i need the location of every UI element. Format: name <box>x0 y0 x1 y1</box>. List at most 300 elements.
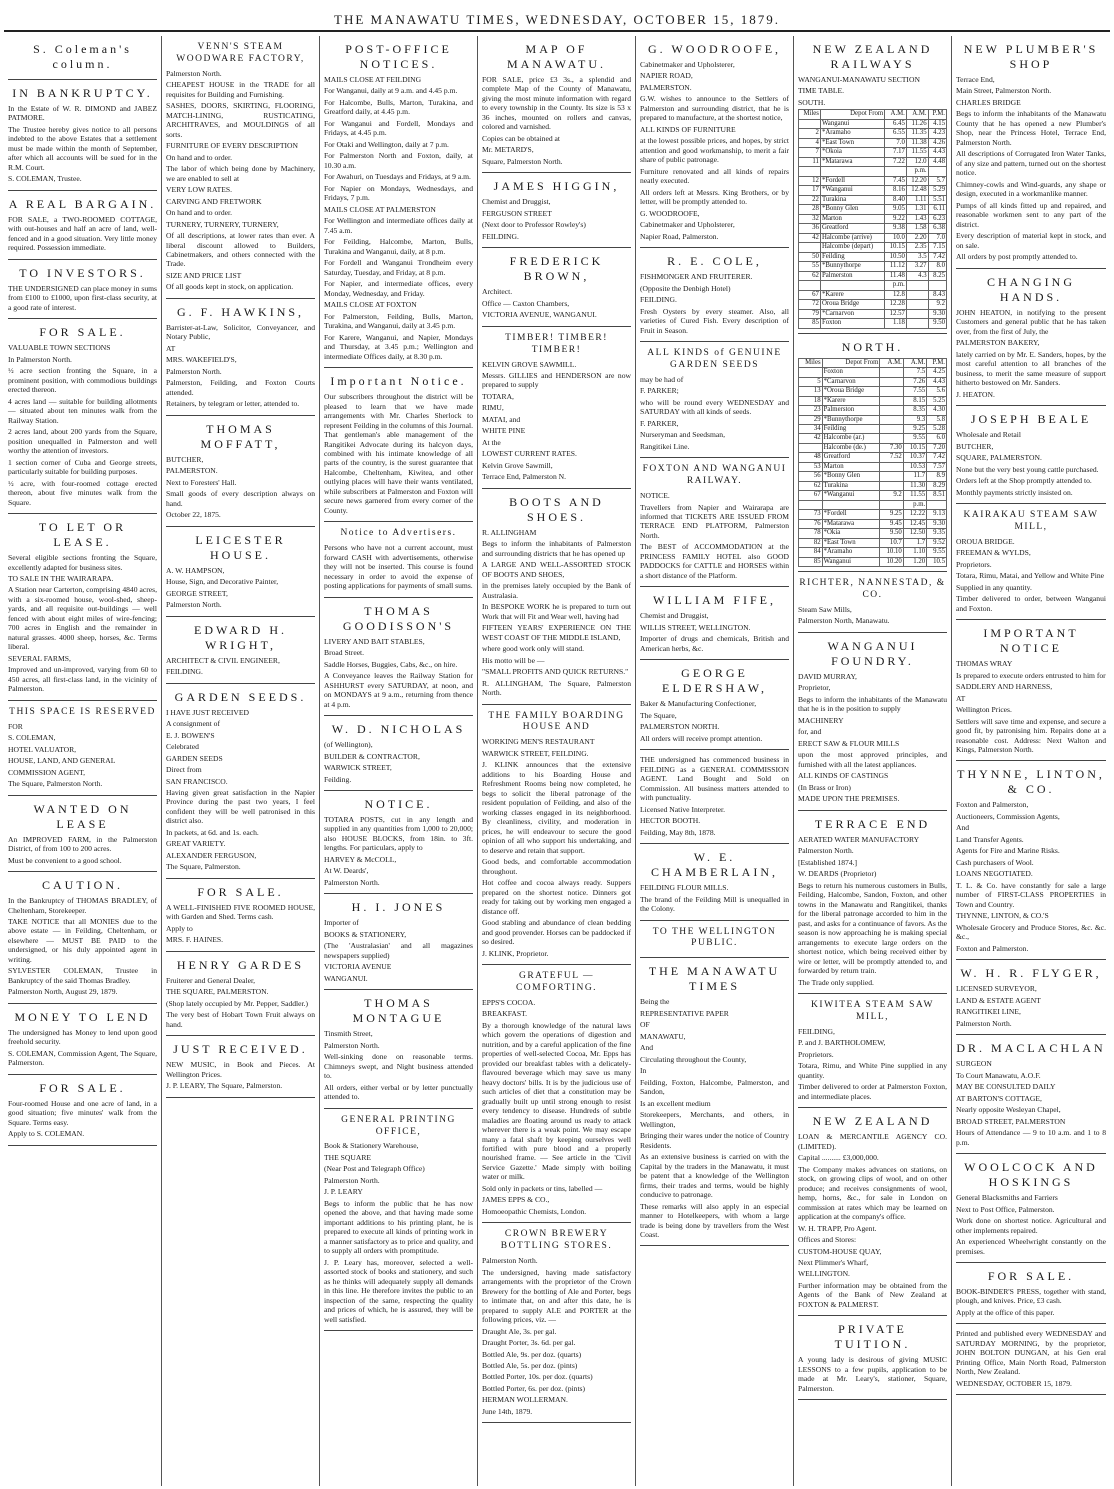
advertisement <box>640 36 789 248</box>
ad-line: VALUABLE TOWN SECTIONS <box>8 343 111 353</box>
timetable-row <box>799 396 947 405</box>
timetable-cell: 6.38 <box>928 224 946 233</box>
ad-line: MATAI, and <box>482 414 521 424</box>
ad-heading: GRATEFUL — COMFORTING. <box>515 970 598 993</box>
ad-line: Good stabling and abundance of clean bedding and good provender. Horses can be paddocked if so desired. <box>482 918 631 947</box>
ad-line: CUSTOM-HOUSE QUAY, <box>798 1246 882 1256</box>
timetable-cell <box>820 281 884 290</box>
advertisement <box>324 598 473 716</box>
ad-line: Four-roomed House and one acre of land, in a good situation; five minutes' walk from the Square. Terms easy. <box>8 1098 157 1127</box>
ad-line: J. P. LEARY, The Square, Palmerston. <box>166 1081 283 1091</box>
column-7 <box>952 36 1110 1486</box>
columns <box>4 36 1110 1486</box>
ad-line: For Fordell and Wanganui Trondheim every Saturday, Tuesday, and Friday, at 8 p.m. <box>324 258 473 277</box>
ad-line: GREAT VARIETY. <box>166 839 226 849</box>
timetable-row <box>799 243 947 252</box>
timetable-cell: Greatford <box>820 224 884 233</box>
ad-line: JOHN HEATON, in notifying to the present Customers and general public that he has taken over, from the first of July, the <box>956 307 1106 336</box>
ad-line: (of Wellington), <box>324 740 373 750</box>
timetable-cell: 67 <box>799 290 821 299</box>
ad-line: BOOKS & STATIONERY, <box>324 929 407 939</box>
timetable-cell: 7.45 <box>885 176 907 185</box>
ad-line: Begs to inform the inhabitants of Palmerston and surrounding districts that he has opened up <box>482 539 631 558</box>
ad-line: A Conveyance leaves the Railway Station for ASHHURST every SATURDAY, at noon, and on MONDAYS at 9 a.m., returning from thence at 4 p.m. <box>324 671 473 709</box>
ad-line: HECTOR BOOTH. <box>640 816 701 826</box>
timetable-cell: 10.53 <box>903 462 926 471</box>
timetable-cell: 9.3 <box>903 415 926 424</box>
timetable-cell: 11.26 <box>906 119 928 128</box>
ad-line: GEORGE STREET, <box>166 588 228 598</box>
ad-heading: FREDERICK BROWN, <box>509 254 604 284</box>
timetable-cell: 10.15 <box>903 443 926 452</box>
timetable-cell <box>880 406 903 415</box>
ad-line: W. H. TRAPP, Pro Agent. <box>798 1223 877 1233</box>
advertisement <box>640 342 789 458</box>
timetable-cell: *Karere <box>820 290 884 299</box>
timetable-cell: 11.35 <box>906 129 928 138</box>
timetable-cell: 32 <box>799 214 821 223</box>
ad-line: Work done on shortest notice. Agricultural and other implements repaired. <box>956 1216 1106 1235</box>
timetable-cell: 9.2 <box>880 491 903 500</box>
ad-heading: CHANGING HANDS. <box>987 274 1075 304</box>
timetable-cell: 9.45 <box>880 519 903 528</box>
ad-line: G. WOODROOFE, <box>640 208 700 218</box>
timetable-cell: 6.45 <box>885 119 907 128</box>
ad-line: Wellington Prices. <box>956 705 1012 715</box>
timetable-cell: 85 <box>799 557 823 566</box>
timetable-cell: 8.25 <box>928 271 946 280</box>
timetable-cell: 2.35 <box>906 243 928 252</box>
timetable-cell: 9.13 <box>927 510 947 519</box>
ad-line: Being the <box>640 997 670 1007</box>
ad-line: MRS. F. HAINES. <box>166 935 223 945</box>
ad-heading: DR. MACLACHLAN <box>956 1041 1106 1056</box>
timetable-cell: 9.52 <box>927 538 947 547</box>
timetable-cell: p.m. <box>903 500 926 509</box>
ad-heading: R. E. COLE, <box>667 254 762 269</box>
ad-line: Palmerston, Feilding, and Foxton Courts attended. <box>166 378 315 397</box>
ad-line: The undersigned has Money to lend upon good freehold security. <box>8 1027 157 1047</box>
ad-line: A WELL-FINISHED FIVE ROOMED HOUSE, with Garden and Shed. Terms cash. <box>166 902 315 922</box>
ad-line: Settlers will save time and expense, and secure a good fit, by patronising him. Repairs done at a reasonable cost. Address: Next Walton and Kings, Palmerston North. <box>956 716 1106 754</box>
timetable-cell: Marton <box>822 462 880 471</box>
timetable-row <box>799 443 947 452</box>
ad-heading: W. D. NICHOLAS <box>331 722 466 737</box>
advertisement <box>8 514 157 701</box>
timetable-cell: 11.55 <box>903 491 926 500</box>
timetable-row <box>799 491 947 500</box>
timetable-cell: 72 <box>799 300 821 309</box>
timetable-cell: *Wanganui <box>822 491 880 500</box>
ad-line: At the <box>482 437 501 447</box>
ad-line: MRS. WAKEFIELD'S, <box>166 355 237 365</box>
ad-line: None but the very best young cattle purchased. <box>956 464 1099 474</box>
ad-line: KELVIN GROVE SAWMILL. <box>482 359 577 369</box>
ad-line: In the Bankruptcy of THOMAS BRADLEY, of Cheltenham, Storekeeper. <box>8 896 157 915</box>
timetable-cell: 7.15 <box>928 243 946 252</box>
ad-line: Proprietors. <box>798 1049 834 1059</box>
timetable-cell <box>799 368 823 377</box>
timetable-row <box>799 453 947 462</box>
ad-heading: THOMAS MOFFATT, <box>200 421 281 451</box>
ad-line: Further information may be obtained from the Agents of the Bank of New Zealand at FOXTON & PALMERST. <box>798 1280 947 1309</box>
ad-line: Draught Porter, 3s. 6d. per gal. <box>482 1338 576 1348</box>
timetable-cell: 22 <box>799 195 821 204</box>
advertisement <box>640 458 789 587</box>
timetable-row <box>799 300 947 309</box>
timetable-cell: 7.42 <box>927 453 947 462</box>
timetable-cell: 11 <box>799 157 821 166</box>
timetable-cell: 9.30 <box>928 309 946 318</box>
advertisement <box>798 633 947 811</box>
ad-heading: IMPORTANT NOTICE <box>983 626 1079 656</box>
timetable-cell: 9.25 <box>903 424 926 433</box>
timetable-cell: 10.37 <box>903 453 926 462</box>
timetable-cell: 5.28 <box>927 424 947 433</box>
advertisement <box>482 705 631 965</box>
masthead-title: THE MANAWATU TIMES, WEDNESDAY, OCTOBER 15, 1879. <box>334 12 780 27</box>
timetable-cell <box>799 167 821 176</box>
ad-line: in the premises lately occupied by the Bank of Australasia. <box>482 581 631 600</box>
ad-line: For Wanganui and Fordell, Mondays and Fridays, at 4.45 p.m. <box>324 118 473 138</box>
ad-line: For Feilding, Halcombe, Marton, Bulls, Turakina and Wanganui, daily, at 8 p.m. <box>324 237 473 256</box>
ad-line: Copies can be obtained at <box>482 133 561 143</box>
advertisement <box>798 811 947 994</box>
ad-line: Totara, Rimu, and White Pine supplied in any quantity. <box>798 1061 947 1080</box>
timetable-cell <box>880 377 903 386</box>
ad-heading: EDWARD H. WRIGHT, <box>194 622 287 652</box>
ad-line: Barrister-at-Law, Solicitor, Conveyancer, and Notary Public, <box>166 322 315 342</box>
ad-line: For Halcombe, Bulls, Marton, Turakina, and Greatford daily, at 4.45 p.m. <box>324 97 473 117</box>
timetable-cell: Halcombe (de.) <box>822 443 880 452</box>
timetable-cell: *Fordell <box>822 510 880 519</box>
timetable-cell: *Bunnythorpe <box>820 262 884 271</box>
timetable-row <box>799 500 947 509</box>
timetable-cell <box>880 415 903 424</box>
advertisement <box>640 844 789 920</box>
advertisement <box>8 701 157 796</box>
timetable-row <box>799 557 947 566</box>
ad-line: Must be convenient to a good school. <box>8 855 122 865</box>
ad-heading: TIMBER! TIMBER! TIMBER! <box>505 332 608 355</box>
advertisement <box>166 416 315 527</box>
column-2 <box>162 36 320 1486</box>
ad-line: FURNITURE OF EVERY DESCRIPTION <box>166 141 298 151</box>
timetable-cell <box>799 243 821 252</box>
ad-line: RIMU, <box>482 403 504 413</box>
timetable-cell: 36 <box>799 224 821 233</box>
ad-heading: CAUTION. <box>42 878 123 893</box>
timetable-cell: 2.20 <box>906 233 928 242</box>
ad-line: SIZE AND PRICE LIST <box>166 270 242 280</box>
timetable-cell: 8.15 <box>903 396 926 405</box>
advertisement <box>166 684 315 879</box>
ad-line: Hours of Attendance — 9 to 10 a.m. and 1 to 8 p.m. <box>956 1128 1106 1147</box>
ad-line: TIME TABLE. <box>798 86 845 96</box>
timetable-cell: 8.29 <box>927 481 947 490</box>
ad-line: FOR SALE, a TWO-ROOMED COTTAGE, with out-houses and half an acre of land, well-fenced and in a good situation. Very little money required. Possession immediate. <box>8 214 157 253</box>
timetable-cell <box>906 309 928 318</box>
timetable-row <box>799 176 947 185</box>
timetable-cell: 11.30 <box>903 481 926 490</box>
advertisement <box>956 1035 1106 1154</box>
timetable-cell: *Matarawa <box>820 157 884 166</box>
timetable-cell <box>906 319 928 328</box>
timetable-cell: *Fordell <box>820 176 884 185</box>
ad-line: may be had of <box>640 374 684 384</box>
ad-line: At W. Deards', <box>324 866 369 876</box>
ad-line: EPPS'S COCOA. <box>482 997 536 1007</box>
timetable-cell <box>880 424 903 433</box>
ad-line: F. PARKER; <box>640 386 679 396</box>
ad-line: In Palmerston North. <box>8 354 72 364</box>
timetable-cell: 5 <box>799 377 823 386</box>
ad-line: Every description of material kept in stock, and on sale. <box>956 231 1106 250</box>
ad-heading: WOOLCOCK AND HOSKINGS <box>964 1160 1098 1190</box>
timetable-cell: 8.43 <box>928 290 946 299</box>
ad-line: J. P. LEARY <box>324 1187 363 1197</box>
ad-line: (The 'Australasian' and all magazines newspapers supplied) <box>324 941 473 960</box>
ad-line: SQUARE, PALMERSTON. <box>956 453 1042 463</box>
ad-line: Wholesale Grocery and Produce Stores, &c. &c. &c., <box>956 922 1106 942</box>
ad-line: An experienced Wheelwright constantly on the premises. <box>956 1237 1106 1256</box>
ad-line: WILLIS STREET, WELLINGTON. <box>640 622 751 632</box>
timetable-cell: 6.23 <box>928 214 946 223</box>
advertisement <box>640 921 789 959</box>
advertisement <box>166 617 315 684</box>
timetable-cell: 84 <box>799 548 823 557</box>
timetable-header: Depot From <box>820 110 884 119</box>
ad-line: The Trade only supplied. <box>798 977 874 987</box>
timetable-cell: 4.25 <box>927 368 947 377</box>
ad-line: For Wanganui, daily at 9 a.m. and 4.45 p.m. <box>324 86 458 96</box>
timetable-cell: 7.57 <box>927 462 947 471</box>
timetable-cell: Marton <box>820 214 884 223</box>
ad-line: In <box>640 1066 647 1076</box>
ad-heading: HENRY GARDES <box>176 957 305 972</box>
timetable-cell: 42 <box>799 233 821 242</box>
ad-line: The Company makes advances on stations, on stock, on growing clips of wool, and on other produce; and receives consignments of wool, hemp, horns, &c., for sale in London on commission at rates which may be learned on application at the company's office. <box>798 1164 947 1222</box>
timetable-cell: 9.25 <box>880 510 903 519</box>
timetable-cell: 4.26 <box>928 138 946 147</box>
timetable-cell <box>880 462 903 471</box>
timetable-cell: 12.28 <box>885 300 907 309</box>
timetable-cell: 8.0 <box>928 262 946 271</box>
timetable-row <box>799 538 947 547</box>
ad-heading: WILLIAM FIFE, <box>653 593 776 608</box>
ad-line: T. L. & Co. have constantly for sale a large number of FIRST-CLASS PROPERTIES in Town and Country. <box>956 880 1106 909</box>
timetable-cell: 28 <box>799 205 821 214</box>
ad-line: AT <box>166 343 176 353</box>
ad-line: P. and J. BARTHOLOMEW, <box>798 1038 886 1048</box>
ad-line: SURGEON <box>956 1059 992 1069</box>
timetable-cell: 9.55 <box>903 434 926 443</box>
ad-line: Our subscribers throughout the district will be pleased to learn that we have made arrangements with Mr. Charles Sherlock to represent Feilding in the columns of this Journal. That gentleman's able management of the Rangitikei Advocate during its halcyon days, combined with his intimate knowledge of all parts of the country, is the surest guarantee that Halcombe, Cheltenham, Kiwitea, and other outlying places will have their wants ventilated, while subscribers at Palmerston and Foxton will secure news garnered from every corner of the County. <box>324 392 473 515</box>
ad-line: Proprietor, <box>798 683 831 693</box>
advertisement <box>482 327 631 489</box>
timetable-cell: 7.26 <box>903 377 926 386</box>
ad-line: THE UNDERSIGNED can place money in sums from £100 to £1000, upon first-class security, at a good rate of interest. <box>8 283 157 312</box>
ad-line: Saddle Horses, Buggies, Cabs, &c., on hire. <box>324 659 458 669</box>
timetable-cell: *Matarawa <box>822 519 880 528</box>
timetable-cell: 3.5 <box>906 252 928 261</box>
ad-line: TURNERY, TURNERY, TURNERY, <box>166 219 279 229</box>
ad-heading: G. WOODROOFE, <box>647 42 782 56</box>
advertisement <box>8 36 157 80</box>
ad-line: Chemist and Druggist, <box>640 611 709 621</box>
ad-line: Retainers, by telegram or letter, attended to. <box>166 399 300 409</box>
ad-line: Hot coffee and cocoa always ready. Suppers prepared on the shortest notice. Dinners got ready for taking out by working men engaged a distance off. <box>482 878 631 916</box>
ad-heading: FOR SALE. <box>197 884 284 899</box>
timetable-cell: 4.30 <box>927 406 947 415</box>
ad-line: Palmerston North. <box>956 1018 1012 1028</box>
ad-line: NEW MUSIC, in Book and Pieces. At Wellington Prices. <box>166 1060 315 1079</box>
ad-line: FEILDING. <box>482 231 519 241</box>
timetable-cell <box>880 434 903 443</box>
ad-line: Apply to S. COLEMAN. <box>8 1129 85 1139</box>
ad-line: Sold only in packets or tins, labelled — <box>482 1183 603 1193</box>
timetable-cell: 4 <box>799 138 821 147</box>
timetable-cell: Halcombe (arrive) <box>820 233 884 242</box>
advertisement <box>640 660 789 750</box>
ad-line: Monthly payments strictly insisted on. <box>956 487 1073 497</box>
timetable-cell: 12.22 <box>903 510 926 519</box>
ad-line: Cabinetmaker and Upholsterer, <box>640 220 735 230</box>
ad-heading: LEICESTER HOUSE. <box>195 532 286 562</box>
ad-line: Agents for Fire and Marine Risks. <box>956 846 1060 856</box>
ad-heading: THYNNE, LINTON, & CO. <box>957 767 1105 797</box>
ad-line: SYLVESTER COLEMAN, Trustee in Bankruptcy of the said Thomas Bradley. <box>8 966 157 985</box>
timetable-cell <box>906 290 928 299</box>
ad-line: Is prepared to execute orders entrusted to him for <box>956 670 1106 680</box>
advertisement <box>798 1316 947 1400</box>
ad-line: Bottled Ale, 5s. per doz. (pints) <box>482 1360 578 1370</box>
timetable-row <box>799 195 947 204</box>
ad-line: ½ acre, with four-roomed cottage erected thereon, about five minutes walk from the Square. <box>8 478 157 507</box>
ad-line: OF <box>640 1020 650 1030</box>
ad-line: Mr. METARD'S, <box>482 145 534 155</box>
ad-line: PALMERSTON. <box>166 466 218 476</box>
ad-line: VICTORIA AVENUE <box>324 962 392 972</box>
timetable-cell: 29 <box>799 415 823 424</box>
ad-line: FIFTEEN YEARS' EXPERIENCE ON THE WEST COAST OF THE MIDDLE ISLAND, <box>482 623 631 642</box>
timetable-cell: 10.20 <box>880 557 903 566</box>
timetable-row <box>799 262 947 271</box>
timetable-cell: 10.10 <box>880 548 903 557</box>
timetable-cell: Feilding <box>820 252 884 261</box>
timetable-cell: 11.48 <box>885 271 907 280</box>
timetable-cell: 7.30 <box>880 443 903 452</box>
ad-line: The Square, <box>640 710 677 720</box>
ad-line: lately carried on by Mr. E. Sanders, hopes, by the most careful attention to all branches of the business, to merit the same measure of support hitherto bestowed on Mr. Sanders. <box>956 349 1106 388</box>
timetable-cell: 9.38 <box>885 224 907 233</box>
timetable-row <box>799 205 947 214</box>
ad-line: Main Street, Palmerston North. <box>956 86 1052 96</box>
timetable-cell: *East Town <box>820 138 884 147</box>
ad-line: As an extensive business is carried on with the Capital by the traders in the Manawatu, it must be patent that a knowledge of the Wellington firms, their trades and terms, would be highly conducive to patronage. <box>640 1152 789 1200</box>
timetable-cell: 48 <box>799 453 823 462</box>
ad-line: J. KLINK, Proprietor. <box>482 948 549 958</box>
ad-heading: W. H. R. FLYGER, <box>960 966 1102 981</box>
ad-line: Fruiterer and General Dealer, <box>166 975 256 985</box>
ad-line: Cabinetmaker and Upholsterer, <box>640 60 735 69</box>
advertisement <box>482 173 631 248</box>
timetable-cell: 6.0 <box>927 434 947 443</box>
advertisement <box>324 1109 473 1331</box>
ad-line: Cash purchasers of Wool. <box>956 857 1034 867</box>
timetable-cell: *Bonny Glen <box>820 205 884 214</box>
ad-line: HARVEY & McCOLL, <box>324 854 397 864</box>
advertisement <box>8 319 157 514</box>
ad-line: THE SQUARE <box>324 1152 372 1162</box>
advertisement <box>324 894 473 990</box>
timetable-cell: 7.0 <box>928 233 946 242</box>
ad-heading: JAMES HIGGIN, <box>493 179 620 194</box>
ad-line: Begs to inform the inhabitants of the Manawatu County that he has opened a new Plumber's Shop, near the Princess Hotel, Terrace End, Palmerston North. <box>956 109 1106 147</box>
timetable-cell: 34 <box>799 424 823 433</box>
ad-line: An IMPROVED FARM, in the Palmerston District, of from 100 to 200 acres. <box>8 834 157 854</box>
ad-line: MANAWATU, <box>640 1031 686 1041</box>
ad-line: LOAN & MERCANTILE AGENCY CO. (LIMITED). <box>798 1132 947 1151</box>
ad-line: Importer of drugs and chemicals, British and American herbs, &c. <box>640 634 789 653</box>
column-6 <box>794 36 952 1486</box>
ad-line: All descriptions of Corrugated Iron Water Tanks, of any size and pattern, turned out on the shortest notice. <box>956 149 1106 178</box>
advertisement <box>956 1324 1106 1395</box>
ad-line: Several eligible sections fronting the Square, excellently adapted for business sites. <box>8 553 157 572</box>
advertisement <box>8 260 157 319</box>
timetable-cell: 12.48 <box>906 186 928 195</box>
advertisement <box>482 1223 631 1423</box>
timetable-cell <box>799 119 821 128</box>
timetable-cell: 4.48 <box>928 157 946 166</box>
ad-line: LOANS NEGOTIATED. <box>956 869 1033 879</box>
ad-line: at the lowest possible prices, and hopes, by strict attention and good workmanship, to merit a fair share of public patronage. <box>640 136 789 165</box>
ad-heading: THE MANAWATU TIMES <box>648 964 781 994</box>
ad-line: VICTORIA AVENUE, WANGANUI. <box>482 310 597 320</box>
timetable-row <box>799 271 947 280</box>
ad-line: The very best of Hobart Town Fruit always on hand. <box>166 1010 315 1029</box>
ad-line: Travellers from Napier and Wairarapa are informed that TICKETS ARE ISSUED FROM TERRACE END PLATFORM, Palmerston North. <box>640 502 789 540</box>
ad-line: E. J. BOWEN'S <box>166 730 215 740</box>
advertisement <box>956 761 1106 960</box>
ad-line: Next Plimmer's Wharf, <box>798 1258 869 1267</box>
ad-heading: THOMAS MONTAGUE <box>352 996 445 1026</box>
ad-line: Palmerston North. <box>798 846 854 856</box>
ad-line: Orders left at the Shop promptly attended to. <box>956 476 1092 486</box>
timetable-cell: 5.25 <box>927 396 947 405</box>
timetable-cell: 5.29 <box>928 186 946 195</box>
ad-heading: NEW ZEALAND RAILWAYS <box>812 42 933 71</box>
ad-heading: THIS SPACE IS RESERVED <box>9 706 156 717</box>
ad-line: Palmerston North. <box>324 877 380 887</box>
ad-line: where good work only will stand. <box>482 644 585 654</box>
timetable-row <box>799 157 947 166</box>
ad-line: Supplied in any quantity. <box>956 582 1032 592</box>
advertisement <box>482 36 631 173</box>
ad-line: Draught Ale, 3s. per gal. <box>482 1326 557 1336</box>
timetable-row <box>799 481 947 490</box>
ad-line: ALL KINDS OF CASTINGS <box>798 771 889 781</box>
ad-heading: PRIVATE TUITION. <box>834 1322 911 1352</box>
timetable-cell: 85 <box>799 319 821 328</box>
timetable-cell <box>928 167 946 176</box>
ad-line: For Wellington and intermediate offices daily at 7.45 a.m. <box>324 216 473 235</box>
timetable-cell: 6.55 <box>885 129 907 138</box>
ad-line: FREEMAN & WYLDS, <box>956 548 1031 558</box>
timetable-cell: Palmerston <box>820 271 884 280</box>
timetable-cell: 12.45 <box>903 519 926 528</box>
timetable-cell <box>906 300 928 309</box>
